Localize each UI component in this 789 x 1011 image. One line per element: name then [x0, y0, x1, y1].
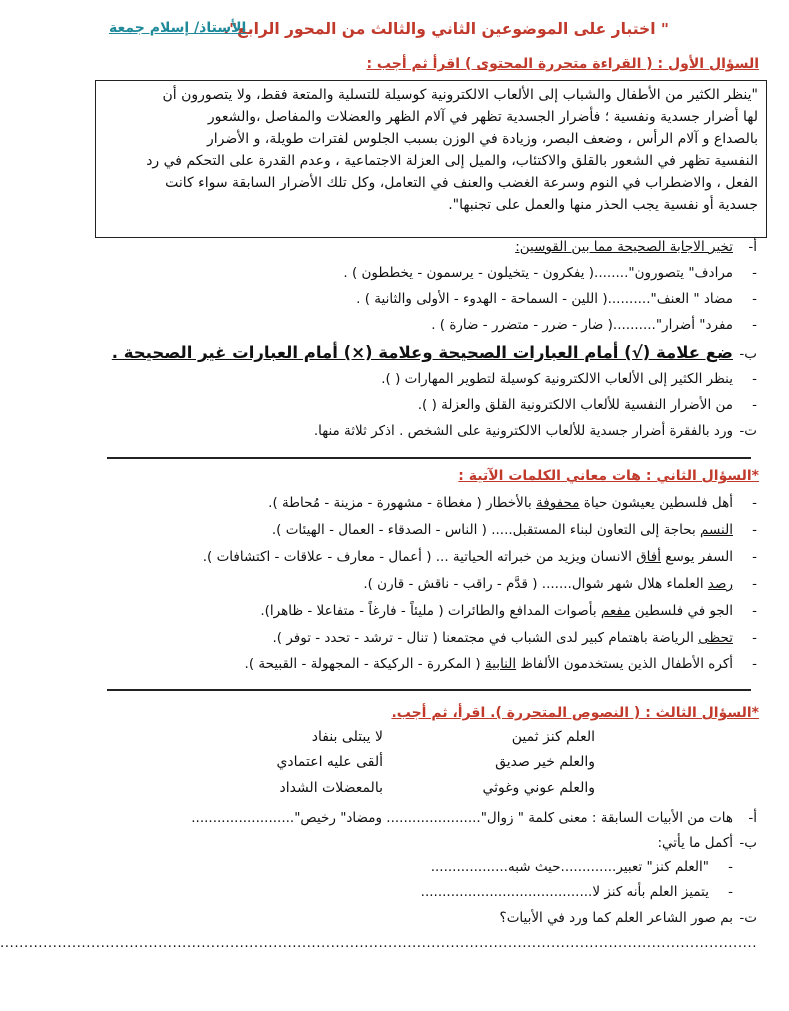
part-title: تخير الاجابة الصحيحة مما بين القوسين: — [515, 239, 733, 255]
header — [109, 18, 749, 46]
list-item: -رصد العلماء هلال شهر شوال....... ( قدَّم - راقب - ناقش - قارن ). — [363, 576, 757, 592]
q3-heading: *السؤال الثالث : ( النصوص المتحررة ). اقرأ، ثم أجب. — [391, 705, 759, 721]
passage-line: لها أضرار جسدية ونفسية ؛ فأضرار الجسدية تظهر في آلام الظهر والعضلات والمفاصل ،والشعور — [207, 109, 758, 125]
q3-part-a — [93, 809, 757, 829]
list-item: -أكره الأطفال الذين يستخدمون الألفاظ النابية ( المكررة - الركيكة - المجهولة - القبيحة ). — [244, 656, 757, 672]
q2-heading: *السؤال الثاني : هات معاني الكلمات الآتية : — [458, 468, 759, 484]
poem-verse-right: والعلم خير صديق — [495, 754, 595, 770]
poem-verse-left: لا يبتلى بنفاد — [311, 729, 383, 745]
choice-question: مرادف" يتصورون"........( يفكرون - يتخيلون - يرسمون - يخططون ) . — [343, 265, 733, 281]
part-label: ب- — [739, 835, 757, 851]
part-title: أكمل ما يأتي: — [657, 835, 733, 851]
teacher-name: الأستاذ/ إسلام جمعة — [109, 20, 247, 36]
list-item: -مرادف" يتصورون"........( يفكرون - يتخيلون - يرسمون - يخططون ) . — [343, 265, 757, 281]
target-word: النسم — [700, 522, 733, 538]
target-word: أفاق — [636, 549, 661, 565]
list-item: -ينظر الكثير إلى الألعاب الالكترونية كوسيلة لتطوير المهارات ( ). — [381, 371, 757, 387]
target-word: رصد — [707, 576, 733, 592]
target-word: تحظى — [698, 630, 733, 646]
q1-heading: السؤال الأول : ( القراءة متحررة المحتوى ) اقرأ ثم أجب : — [366, 56, 759, 72]
true-false-statement: ينظر الكثير إلى الألعاب الالكترونية كوسيلة لتطوير المهارات ( ). — [381, 371, 733, 387]
passage-line: بالصداع و آلام الرأس ، وضعف البصر، وزيادة في الوزن بسبب الجلوس لفترات طويلة، و الأضرار — [207, 131, 758, 147]
list-item: -"العلم كنز" تعبير.............حيث شبه.................. — [430, 859, 733, 875]
part-label: أ- — [748, 810, 757, 826]
choice-question: مضاد " العنف"..........( اللين - السماحة - الهدوء - الأولى والثانية ) . — [356, 291, 733, 307]
part-label: أ- — [748, 239, 757, 255]
answer-line[interactable]: .............................................................................................................................................................. — [0, 935, 757, 951]
part-title: ضع علامة (√) أمام العبارات الصحيحة وعلامة (×) أمام العبارات غير الصحيحة . — [111, 343, 733, 362]
completion-item: يتميز العلم بأنه كنز لا........................................ — [420, 884, 709, 900]
passage-line: "ينظر الكثير من الأطفال والشباب إلى الألعاب الالكترونية كوسيلة للتسلية والمتعة فقط، ولا يتصورون أن — [162, 87, 758, 103]
poem-verse-left: ألقى عليه اعتمادي — [276, 754, 383, 770]
q1-part-a-title — [93, 238, 757, 258]
target-word: النابية — [485, 656, 517, 672]
list-item: -تحظى الرياضة باهتمام كبير لدى الشباب في مجتمعنا ( تنال - ترشد - تحدد - توفر ). — [272, 630, 757, 646]
list-item: -النسم بحاجة إلى التعاون لبناء المستقبل..... ( الناس - الصدقاء - العمال - الهيئات ). — [271, 522, 757, 538]
list-item: -أهل فلسطين يعيشون حياة محفوفة بالأخطار ( مغطاة - مشهورة - مزينة - مُحاطة ). — [268, 495, 757, 511]
list-item: -السفر يوسع أفاق الانسان ويزيد من خبراته الحياتية ... ( أعمال - معارف - علاقات - اكتشافات ). — [202, 549, 757, 565]
exam-title: " اختبار على الموضوعين الثاني والثالث من المحور الرابع". — [223, 20, 669, 38]
poem-verse-right: العلم كنز ثمين — [511, 729, 595, 745]
part-text: ورد بالفقرة أضرار جسدية للألعاب الالكترونية على الشخص . اذكر ثلاثة منها. — [313, 423, 733, 439]
part-text: هات من الأبيات السابقة : معنى كلمة " زوال"...................... ومضاد" رخيص"........................ — [191, 810, 733, 826]
choice-question: مفرد" أضرار"..........( ضار - ضرر - متضرر - ضارة ) . — [431, 317, 733, 333]
q3-part-b-title — [93, 834, 757, 854]
passage-line: جسدية أو نفسية يجب الحذر منها والعمل على تجنبها". — [448, 197, 758, 213]
list-item: -يتميز العلم بأنه كنز لا........................................ — [420, 884, 733, 900]
part-text: بم صور الشاعر العلم كما ورد في الأبيات؟ — [499, 910, 733, 926]
passage-line: النفسية تظهر في الشعور بالقلق والاكتئاب، والميل إلى العزلة الاجتماعية ، وعدم القدرة على التحكم في رد — [146, 153, 758, 169]
true-false-statement: من الأضرار النفسية للألعاب الالكترونية القلق والعزلة ( ). — [417, 397, 733, 413]
list-item: -مضاد " العنف"..........( اللين - السماحة - الهدوء - الأولى والثانية ) . — [356, 291, 757, 307]
list-item: -من الأضرار النفسية للألعاب الالكترونية القلق والعزلة ( ). — [417, 397, 757, 413]
poem-verse-left: بالمعضلات الشداد — [279, 780, 383, 796]
q3-part-c — [93, 909, 757, 929]
part-label: ت- — [739, 910, 757, 926]
part-label: ت- — [739, 423, 757, 439]
list-item: -مفرد" أضرار"..........( ضار - ضرر - متضرر - ضارة ) . — [431, 317, 757, 333]
q1-part-b-title — [93, 341, 757, 365]
reading-passage — [95, 80, 767, 238]
section-divider — [107, 689, 751, 691]
q1-part-c — [93, 422, 757, 442]
list-item: -الجو في فلسطين مفعم بأصوات المدافع والطائرات ( مليئاً - فارغاً - متفاعلا - ظاهرا). — [260, 603, 757, 619]
poem-verse-right: والعلم عوني وغوثي — [482, 780, 595, 796]
completion-item: "العلم كنز" تعبير.............حيث شبه.................. — [430, 859, 709, 875]
target-word: مفعم — [600, 603, 631, 619]
target-word: محفوفة — [536, 495, 580, 511]
passage-line: الفعل ، والاضطراب في النوم وسرعة الغضب والعنف في التعامل، وكل تلك الأضرار السابقة سواء كانت — [165, 175, 758, 191]
part-label: ب- — [739, 346, 757, 362]
section-divider — [107, 457, 751, 459]
